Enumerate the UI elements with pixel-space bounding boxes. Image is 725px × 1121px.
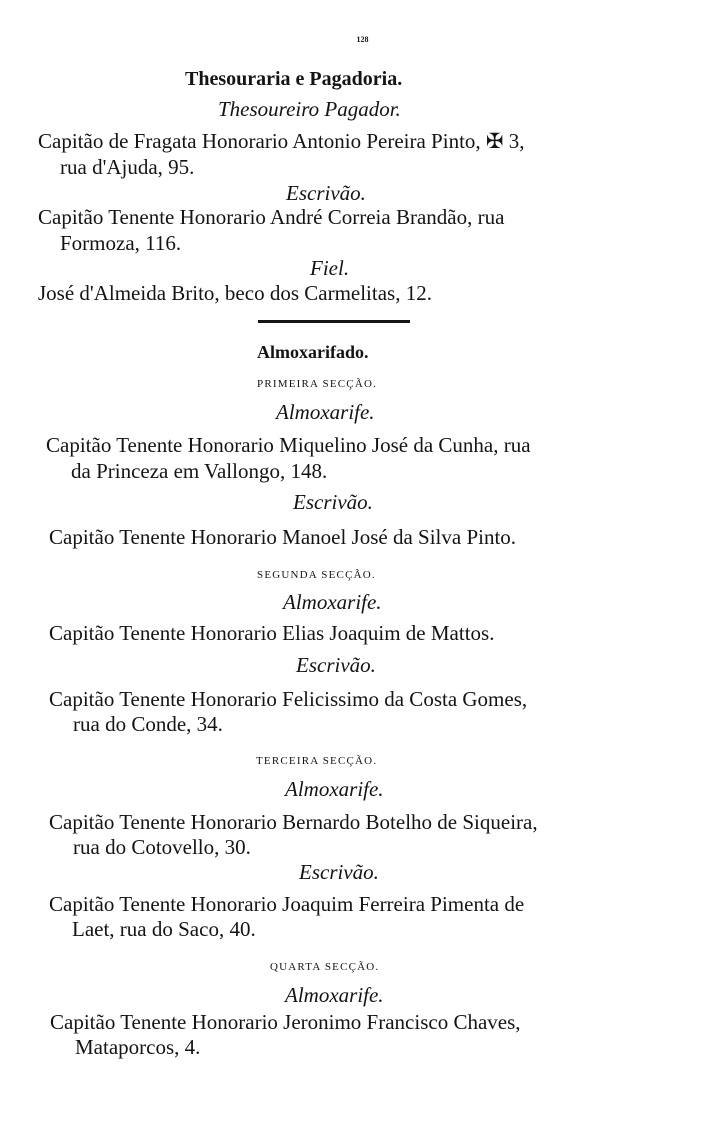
page-number: 128 (356, 35, 369, 44)
role-almoxarife: Almoxarife. (276, 400, 375, 424)
entry-line: Capitão Tenente Honorario Miquelino José da Cunha, rua (46, 433, 531, 457)
entry-line: Capitão Tenente Honorario Joaquim Ferreira Pimenta de (49, 892, 525, 916)
role-almoxarife: Almoxarife. (285, 983, 384, 1007)
entry-line: Capitão Tenente Honorario Bernardo Botelho de Siqueira, (49, 810, 538, 834)
entry-line: Capitão Tenente Honorario Manoel José da Silva Pinto. (49, 525, 517, 549)
entry-line: Capitão Tenente Honorario Elias Joaquim de Mattos. (49, 621, 495, 645)
role-escrivao: Escrivão. (296, 653, 376, 677)
entry-line: rua do Cotovello, 30. (73, 835, 251, 859)
entry-line: José d'Almeida Brito, beco dos Carmelitas, 12. (38, 281, 432, 305)
subsection-title-primeira: PRIMEIRA SECÇÃO. (257, 378, 378, 390)
section-title-thesouraria: Thesouraria e Pagadoria. (185, 68, 403, 90)
entry-line: rua do Conde, 34. (73, 712, 223, 736)
entry-line: Capitão de Fragata Honorario Antonio Pereira Pinto, ✠ 3, (38, 129, 525, 153)
subsection-title-quarta: QUARTA SECÇÃO. (270, 961, 380, 973)
section-title-almoxarifado: Almoxarifado. (257, 342, 369, 362)
entry-line: Mataporcos, 4. (75, 1035, 201, 1059)
role-almoxarife: Almoxarife. (283, 590, 382, 614)
entry-line: Capitão Tenente Honorario André Correia Brandão, rua (38, 205, 505, 229)
role-almoxarife: Almoxarife. (285, 777, 384, 801)
entry-line: Capitão Tenente Honorario Felicissimo da Costa Gomes, (49, 687, 528, 711)
role-escrivao: Escrivão. (299, 860, 379, 884)
section-divider (258, 320, 410, 323)
entry-line: Capitão Tenente Honorario Jeronimo Francisco Chaves, (50, 1010, 521, 1034)
subsection-title-terceira: TERCEIRA SECÇÃO. (256, 755, 378, 767)
subsection-title-segunda: SEGUNDA SECÇÃO. (257, 569, 376, 581)
role-thesoureiro: Thesoureiro Pagador. (218, 97, 401, 121)
entry-line: Laet, rua do Saco, 40. (72, 917, 256, 941)
entry-line: da Princeza em Vallongo, 148. (71, 459, 328, 483)
role-escrivao: Escrivão. (293, 490, 373, 514)
role-fiel: Fiel. (310, 256, 350, 280)
entry-line: rua d'Ajuda, 95. (60, 155, 195, 179)
role-escrivao: Escrivão. (286, 181, 366, 205)
entry-line: Formoza, 116. (60, 231, 182, 255)
